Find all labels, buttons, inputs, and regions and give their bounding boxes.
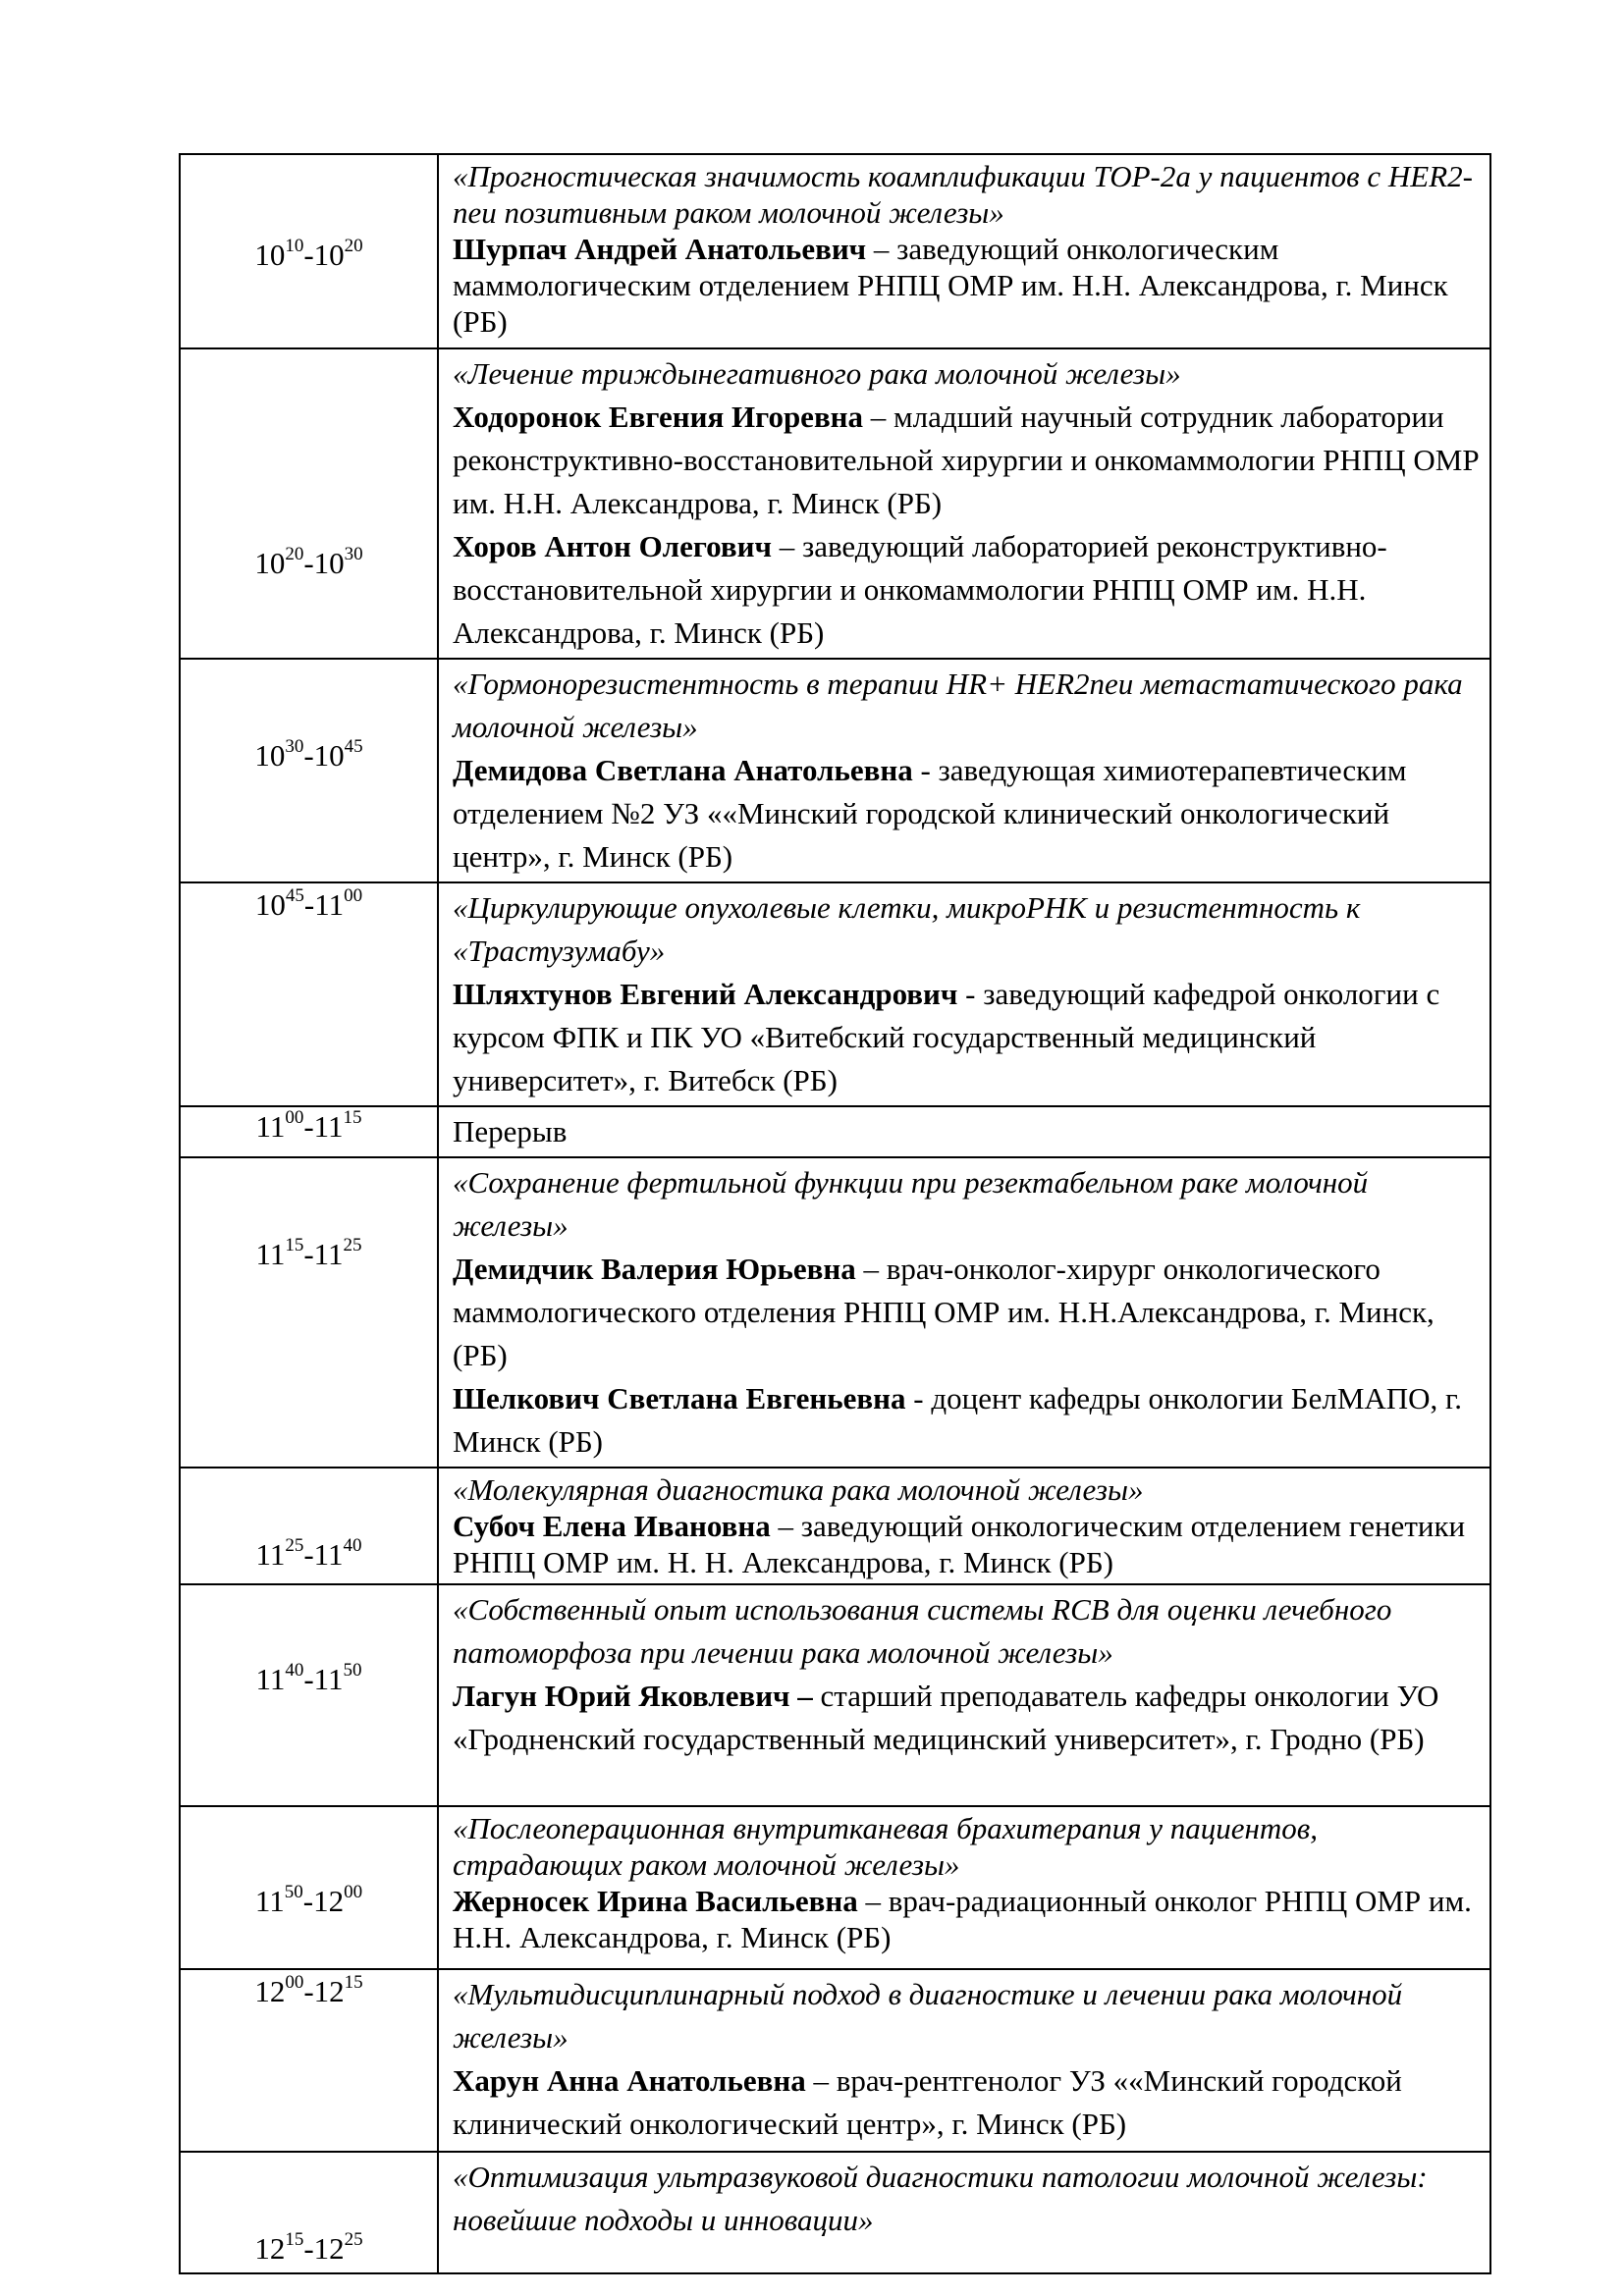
time-end-minutes: 00 bbox=[344, 885, 363, 906]
talk-cell bbox=[438, 154, 1490, 348]
speaker-name: Хоров Антон Олегович bbox=[453, 529, 772, 563]
time-cell bbox=[180, 154, 438, 348]
time-cell bbox=[180, 1157, 438, 1468]
time-end-hour: 12 bbox=[313, 1884, 345, 1918]
time-start-minutes: 10 bbox=[285, 236, 304, 256]
time-end-minutes: 25 bbox=[343, 1235, 362, 1255]
talk-cell bbox=[438, 882, 1490, 1106]
time-end-hour: 11 bbox=[314, 887, 345, 922]
time-range bbox=[181, 238, 437, 273]
time-start-hour: 11 bbox=[254, 1884, 285, 1918]
time-end-minutes: 15 bbox=[343, 1107, 362, 1128]
time-end-hour: 11 bbox=[313, 1109, 344, 1144]
talk-cell bbox=[438, 1806, 1490, 1969]
time-range bbox=[181, 887, 437, 923]
talk-title: «Лечение триждынегативного рака молочной железы» bbox=[453, 356, 1181, 391]
talk-cell bbox=[438, 1468, 1490, 1584]
speaker-affiliation: – врач-рентгенолог УЗ ««Минский городской клинический онкологический центр», г. Минск (РБ) bbox=[453, 2063, 1402, 2141]
time-end-hour: 10 bbox=[313, 546, 345, 580]
talk-title: «Циркулирующие опухолевые клетки, микроРНК и резистентность к «Трастузумабу» bbox=[453, 890, 1361, 968]
speaker-name: Харун Анна Анатольевна bbox=[453, 2063, 806, 2098]
time-start-hour: 10 bbox=[254, 238, 286, 272]
speaker bbox=[453, 1883, 1486, 1955]
time-end-minutes: 20 bbox=[344, 236, 363, 256]
time-separator: - bbox=[303, 1662, 314, 1696]
time-range bbox=[181, 1237, 437, 1272]
speaker-name: Шурпач Андрей Анатольевич bbox=[453, 232, 867, 266]
speaker-name: Ходоронок Евгения Игоревна bbox=[453, 400, 864, 434]
speaker bbox=[453, 1675, 1486, 1761]
talk-title: «Гормонорезистентность в терапии HR+ HER2neu метастатического рака молочной железы» bbox=[453, 667, 1463, 744]
time-start-minutes: 15 bbox=[285, 2229, 304, 2250]
talk-cell bbox=[438, 1584, 1490, 1806]
time-range bbox=[181, 546, 437, 581]
time-range bbox=[181, 1109, 437, 1145]
program-row bbox=[180, 1106, 1490, 1157]
talk-cell bbox=[438, 1106, 1490, 1157]
speaker-affiliation: - заведующий кафедрой онкологии с курсом ФПК и ПК УО «Витебский государственный медицинский университет», г. Витебск (РБ) bbox=[453, 977, 1440, 1097]
time-cell bbox=[180, 348, 438, 659]
speaker-affiliation: - доцент кафедры онкологии БелМАПО, г. Минск (РБ) bbox=[453, 1381, 1463, 1459]
time-end-minutes: 50 bbox=[343, 1660, 362, 1681]
time-start-hour: 10 bbox=[254, 887, 286, 922]
speaker-name: Субоч Елена Ивановна bbox=[453, 1509, 771, 1543]
speaker-affiliation: – заведующий онкологическим отделением генетики РНПЦ ОМР им. Н. Н. Александрова, г. Минск (РБ) bbox=[453, 1509, 1466, 1579]
talk-title: «Прогностическая значимость коамплификации TOP-2a у пациентов с HER2-neu позитивным раком молочной железы» bbox=[453, 159, 1473, 230]
time-end-hour: 10 bbox=[313, 738, 345, 773]
program-row bbox=[180, 1584, 1490, 1806]
time-end-hour: 10 bbox=[313, 238, 345, 272]
program-row bbox=[180, 348, 1490, 659]
time-start-hour: 12 bbox=[254, 2231, 286, 2266]
talk-title: «Оптимизация ультразвуковой диагностики патологии молочной железы: новейшие подходы и инновации» bbox=[453, 2160, 1428, 2237]
time-separator: - bbox=[303, 546, 314, 580]
time-separator: - bbox=[303, 738, 314, 773]
time-start-minutes: 45 bbox=[285, 885, 304, 906]
time-separator: - bbox=[303, 1537, 314, 1572]
speaker-affiliation: - заведующая химиотерапевтическим отделением №2 УЗ ««Минский городской клинический онкологический центр», г. Минск (РБ) bbox=[453, 753, 1407, 874]
time-separator: - bbox=[303, 1109, 314, 1144]
program-table-body bbox=[180, 154, 1490, 2273]
time-cell bbox=[180, 1468, 438, 1584]
talk-title: «Послеоперационная внутритканевая брахитерапия у пациентов, страдающих раком молочной железы» bbox=[453, 1811, 1319, 1882]
program-row bbox=[180, 659, 1490, 882]
speaker bbox=[453, 231, 1486, 340]
speaker-name: Демидова Светлана Анатольевна bbox=[453, 753, 913, 787]
time-separator: - bbox=[303, 1974, 314, 2008]
time-start-minutes: 15 bbox=[285, 1235, 304, 1255]
speaker-name: Лагун Юрий Яковлевич – bbox=[453, 1679, 813, 1713]
time-end-hour: 12 bbox=[313, 1974, 345, 2008]
time-cell bbox=[180, 882, 438, 1106]
speaker-name: Жерносек Ирина Васильевна bbox=[453, 1884, 858, 1918]
time-start-minutes: 00 bbox=[285, 1972, 304, 1993]
time-separator: - bbox=[303, 887, 315, 922]
speaker bbox=[453, 749, 1486, 879]
time-start-hour: 12 bbox=[254, 1974, 286, 2008]
time-start-minutes: 00 bbox=[285, 1107, 304, 1128]
talk-cell bbox=[438, 1157, 1490, 1468]
program-row bbox=[180, 154, 1490, 348]
time-end-minutes: 45 bbox=[344, 736, 363, 757]
talk-cell bbox=[438, 659, 1490, 882]
program-row bbox=[180, 1969, 1490, 2152]
speaker bbox=[453, 1377, 1486, 1464]
talk-cell bbox=[438, 348, 1490, 659]
speaker-affiliation: старший преподаватель кафедры онкологии УО «Гродненский государственный медицинский университет», г. Гродно (РБ) bbox=[453, 1679, 1439, 1756]
time-range bbox=[181, 1884, 437, 1919]
time-start-hour: 11 bbox=[255, 1109, 286, 1144]
time-start-minutes: 25 bbox=[285, 1535, 304, 1556]
time-cell bbox=[180, 2152, 438, 2273]
speaker bbox=[453, 1508, 1486, 1580]
speaker-affiliation: – младший научный сотрудник лаборатории реконструктивно-восстановительной хирургии и онкомаммологии РНПЦ ОМР им. Н.Н. Александрова, г. Минск (РБ) bbox=[453, 400, 1480, 520]
speaker bbox=[453, 973, 1486, 1102]
time-separator: - bbox=[302, 1884, 314, 1918]
break-label: Перерыв bbox=[453, 1114, 568, 1148]
time-end-hour: 11 bbox=[313, 1237, 344, 1271]
time-separator: - bbox=[303, 2231, 314, 2266]
time-cell bbox=[180, 659, 438, 882]
time-start-minutes: 20 bbox=[285, 544, 304, 564]
speaker-affiliation: – заведующий онкологическим маммологическим отделением РНПЦ ОМР им. Н.Н. Александрова, г. Минск (РБ) bbox=[453, 232, 1448, 339]
time-start-hour: 11 bbox=[255, 1662, 286, 1696]
speaker-name: Шляхтунов Евгений Александрович bbox=[453, 977, 958, 1011]
time-end-hour: 11 bbox=[313, 1537, 344, 1572]
time-end-minutes: 15 bbox=[344, 1972, 363, 1993]
speaker-name: Шелкович Светлана Евгеньевна bbox=[453, 1381, 906, 1415]
talk-cell bbox=[438, 2152, 1490, 2273]
time-end-hour: 11 bbox=[313, 1662, 344, 1696]
talk-cell bbox=[438, 1969, 1490, 2152]
program-row bbox=[180, 882, 1490, 1106]
speaker bbox=[453, 2059, 1486, 2146]
talk-title: «Собственный опыт использования системы RCB для оценки лечебного патоморфоза при лечении рака молочной железы» bbox=[453, 1592, 1392, 1670]
speaker-affiliation: – врач-онколог-хирург онкологического маммологического отделения РНПЦ ОМР им. Н.Н.Александрова, г. Минск, (РБ) bbox=[453, 1252, 1435, 1372]
time-end-hour: 12 bbox=[313, 2231, 345, 2266]
time-range bbox=[181, 2231, 437, 2267]
speaker-affiliation: – врач-радиационный онколог РНПЦ ОМР им. Н.Н. Александрова, г. Минск (РБ) bbox=[453, 1884, 1472, 1954]
time-start-minutes: 50 bbox=[284, 1882, 303, 1902]
program-row bbox=[180, 2152, 1490, 2273]
talk-title: «Мультидисциплинарный подход в диагностике и лечении рака молочной железы» bbox=[453, 1977, 1403, 2055]
time-start-hour: 10 bbox=[254, 546, 286, 580]
time-range bbox=[181, 1537, 437, 1573]
time-cell bbox=[180, 1584, 438, 1806]
time-end-minutes: 30 bbox=[344, 544, 363, 564]
time-range bbox=[181, 1662, 437, 1697]
time-start-minutes: 30 bbox=[285, 736, 304, 757]
time-start-hour: 10 bbox=[254, 738, 286, 773]
program-row bbox=[180, 1157, 1490, 1468]
program-row bbox=[180, 1468, 1490, 1584]
speaker bbox=[453, 1248, 1486, 1377]
time-end-minutes: 00 bbox=[344, 1882, 363, 1902]
speaker bbox=[453, 525, 1486, 655]
time-cell bbox=[180, 1106, 438, 1157]
time-start-minutes: 40 bbox=[285, 1660, 304, 1681]
time-start-hour: 11 bbox=[255, 1237, 286, 1271]
speaker bbox=[453, 396, 1486, 525]
time-end-minutes: 25 bbox=[344, 2229, 363, 2250]
time-cell bbox=[180, 1806, 438, 1969]
program-row bbox=[180, 1806, 1490, 1969]
talk-title: «Молекулярная диагностика рака молочной железы» bbox=[453, 1472, 1144, 1507]
time-cell bbox=[180, 1969, 438, 2152]
time-end-minutes: 40 bbox=[343, 1535, 362, 1556]
time-start-hour: 11 bbox=[255, 1537, 286, 1572]
time-separator: - bbox=[303, 1237, 314, 1271]
time-range bbox=[181, 1974, 437, 2009]
program-table bbox=[179, 153, 1491, 2274]
time-range bbox=[181, 738, 437, 774]
time-separator: - bbox=[303, 238, 314, 272]
talk-title: «Сохранение фертильной функции при резектабельном раке молочной железы» bbox=[453, 1165, 1369, 1243]
speaker-affiliation: – заведующий лабораторией реконструктивно-восстановительной хирургии и онкомаммологии РНПЦ ОМР им. Н.Н. Александрова, г. Минск (РБ) bbox=[453, 529, 1387, 650]
speaker-name: Демидчик Валерия Юрьевна bbox=[453, 1252, 856, 1286]
